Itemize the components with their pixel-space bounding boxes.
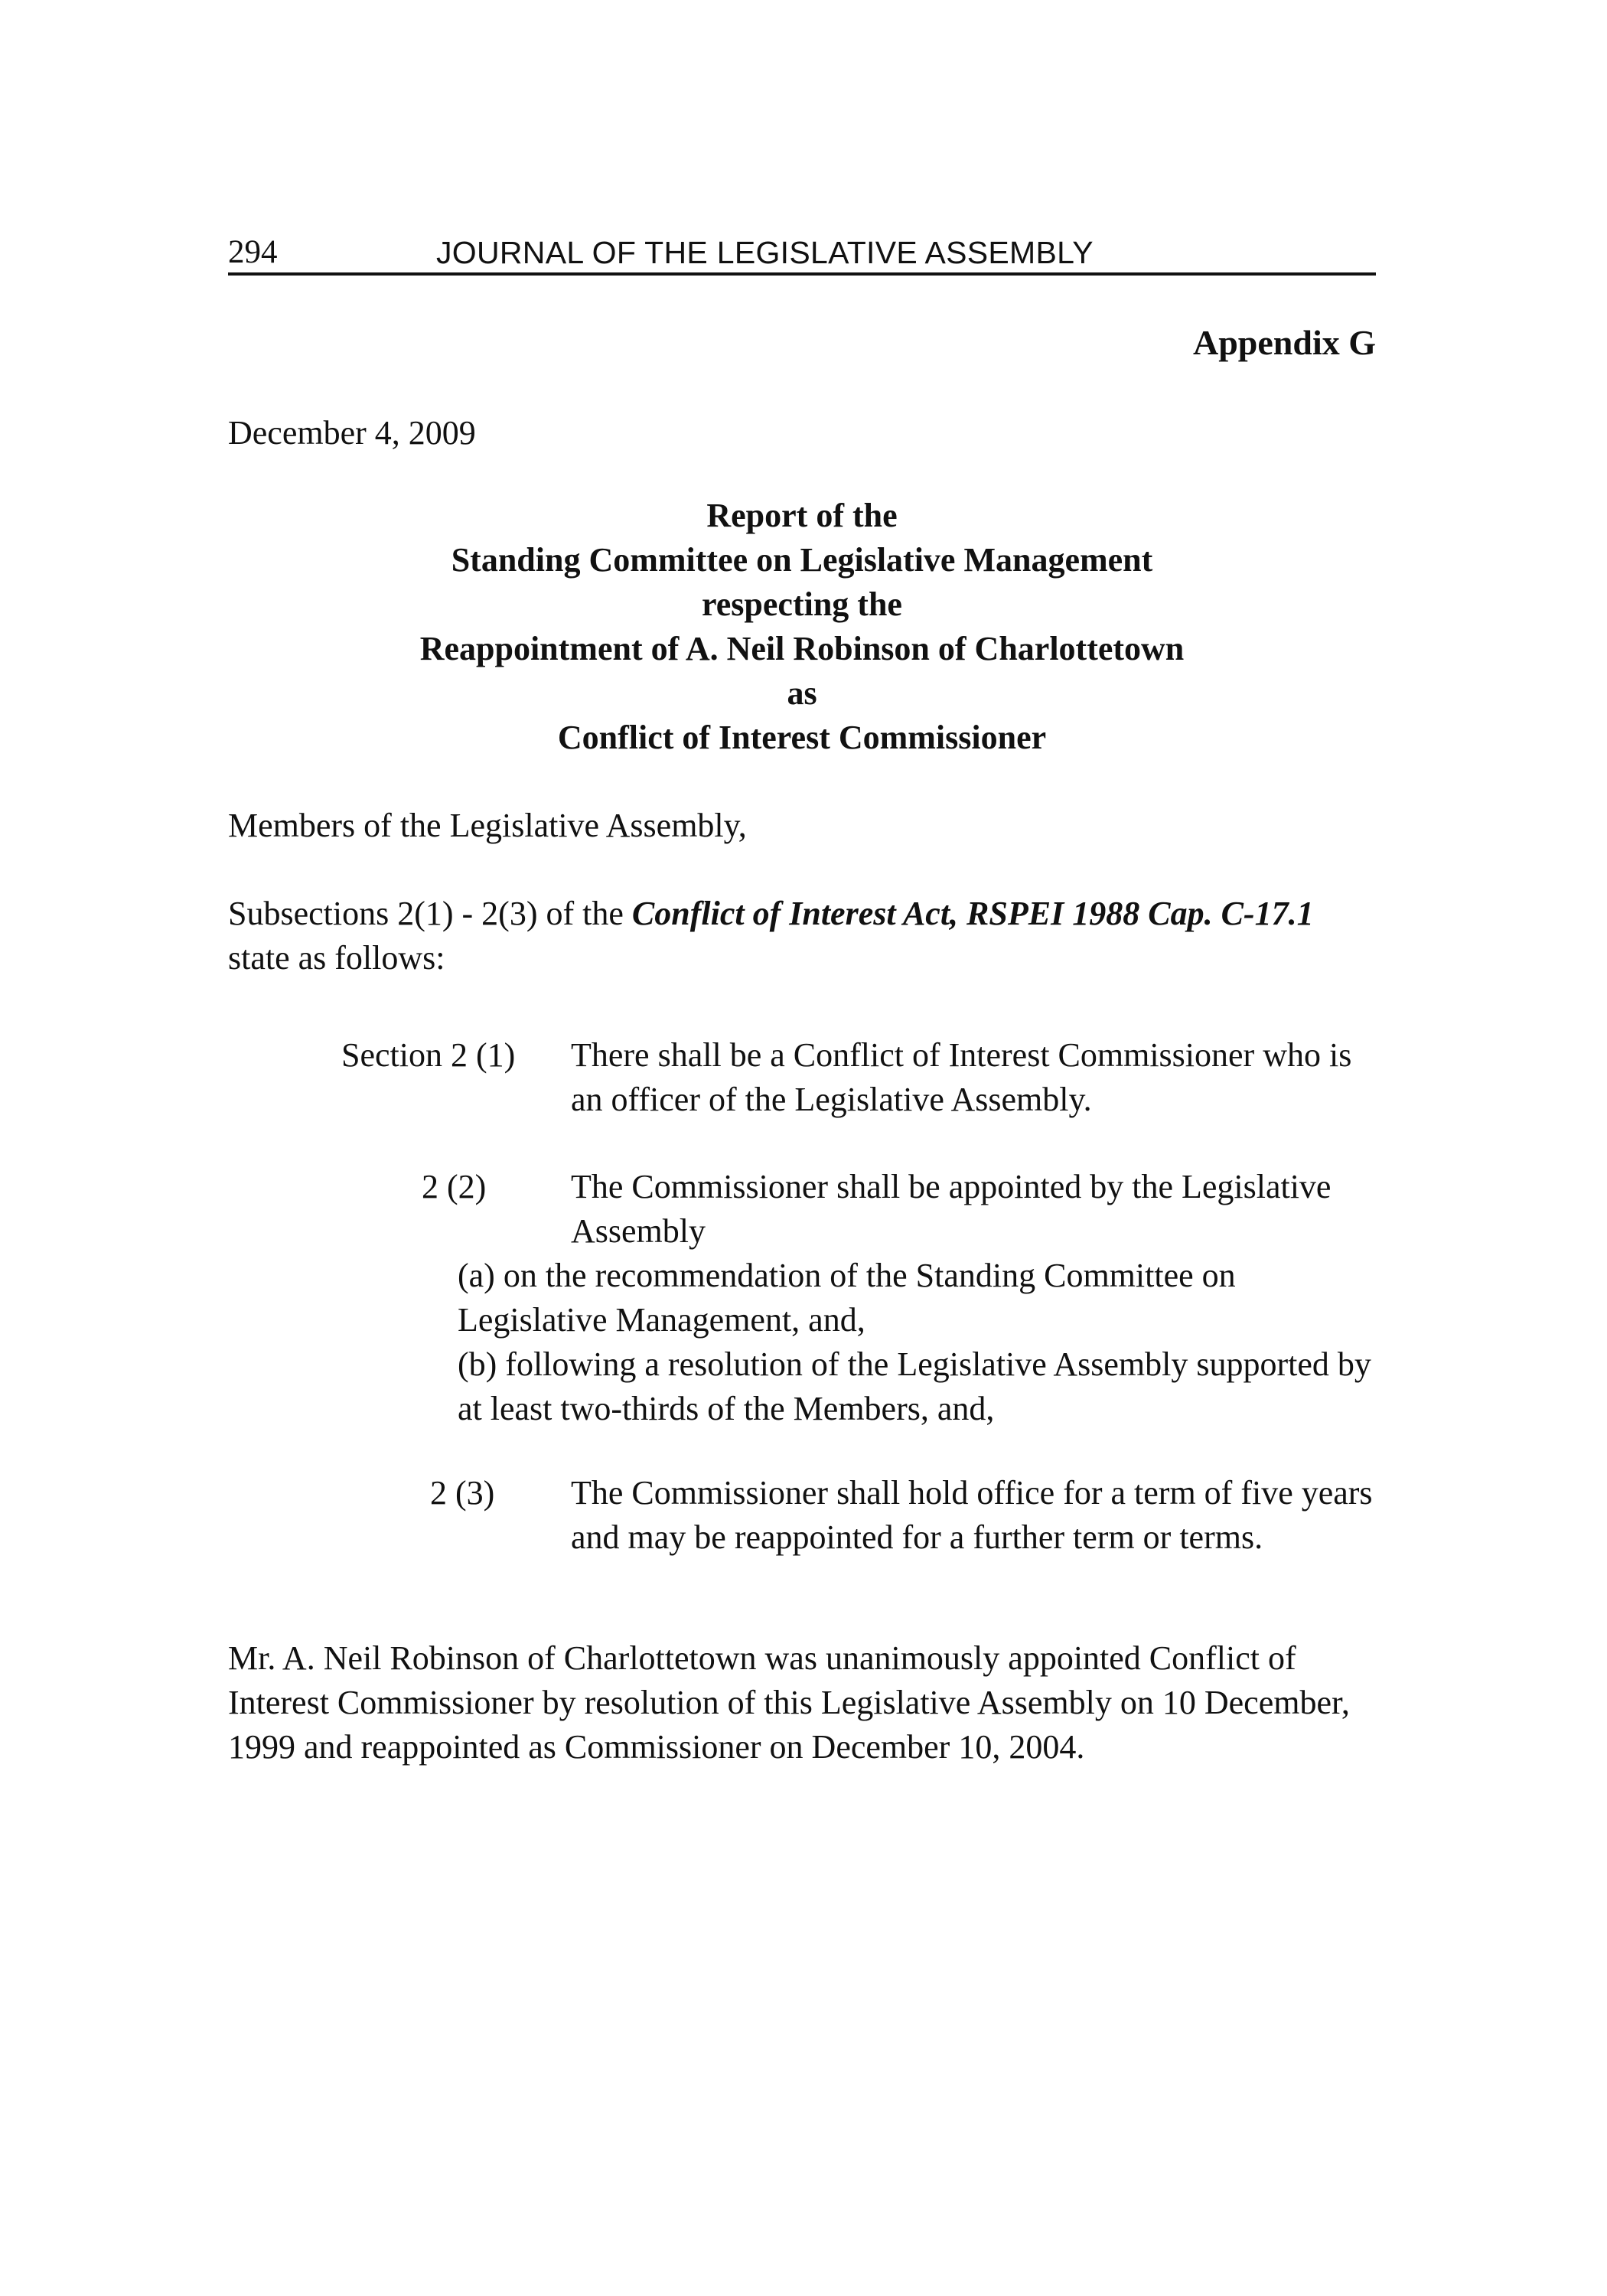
appendix-label: Appendix G — [1192, 323, 1376, 362]
title-line: Conflict of Interest Commissioner — [557, 719, 1047, 756]
title-line: Reappointment of A. Neil Robinson of Charlottetown — [419, 630, 1185, 667]
intro-text-after: state as follows: — [228, 939, 445, 977]
section-2-3 — [228, 1471, 1376, 1609]
section-2-2 — [228, 1165, 1376, 1440]
header-divider — [228, 272, 1376, 276]
journal-title: JOURNAL OF THE LEGISLATIVE ASSEMBLY — [436, 235, 1094, 270]
title-line: respecting the — [702, 585, 902, 623]
section-label: 2 (3) — [430, 1474, 495, 1512]
title-line: as — [787, 674, 817, 712]
section-text: The Commissioner shall be appointed by the Legislative Assembly — [571, 1168, 1332, 1250]
section-2-1 — [228, 1033, 1376, 1125]
section-label: 2 (2) — [422, 1168, 487, 1205]
section-text: There shall be a Conflict of Interest Commissioner who is an officer of the Legislative Assembly. — [571, 1036, 1352, 1118]
sub-item-a: (a) on the recommendation of the Standing Committee on Legislative Management, and, — [458, 1257, 1236, 1339]
report-date: December 4, 2009 — [228, 414, 476, 452]
intro-text-before: Subsections 2(1) - 2(3) of the — [228, 895, 632, 932]
report-title — [228, 494, 1376, 760]
title-line: Standing Committee on Legislative Management — [451, 541, 1153, 579]
intro-paragraph — [228, 892, 1376, 980]
section-label: Section 2 (1) — [341, 1036, 516, 1074]
sub-item-b: (b) following a resolution of the Legislative Assembly supported by at least two-thirds of the Members, and, — [458, 1345, 1371, 1427]
page-number: 294 — [228, 234, 278, 270]
act-citation: Conflict of Interest Act, RSPEI 1988 Cap. C-17.1 — [631, 895, 1314, 932]
running-header — [228, 230, 1376, 276]
title-line: Report of the — [706, 497, 898, 534]
section-text: The Commissioner shall hold office for a term of five years and may be reappointed for a further term or terms. — [571, 1474, 1373, 1556]
closing-paragraph: Mr. A. Neil Robinson of Charlottetown was unanimously appointed Conflict of Interest Commissioner by resolution of this Legislative Assembly on 10 December, 1999 and reappointed as Commissioner on December 10, 2004. — [228, 1639, 1350, 1766]
salutation: Members of the Legislative Assembly, — [228, 807, 747, 844]
